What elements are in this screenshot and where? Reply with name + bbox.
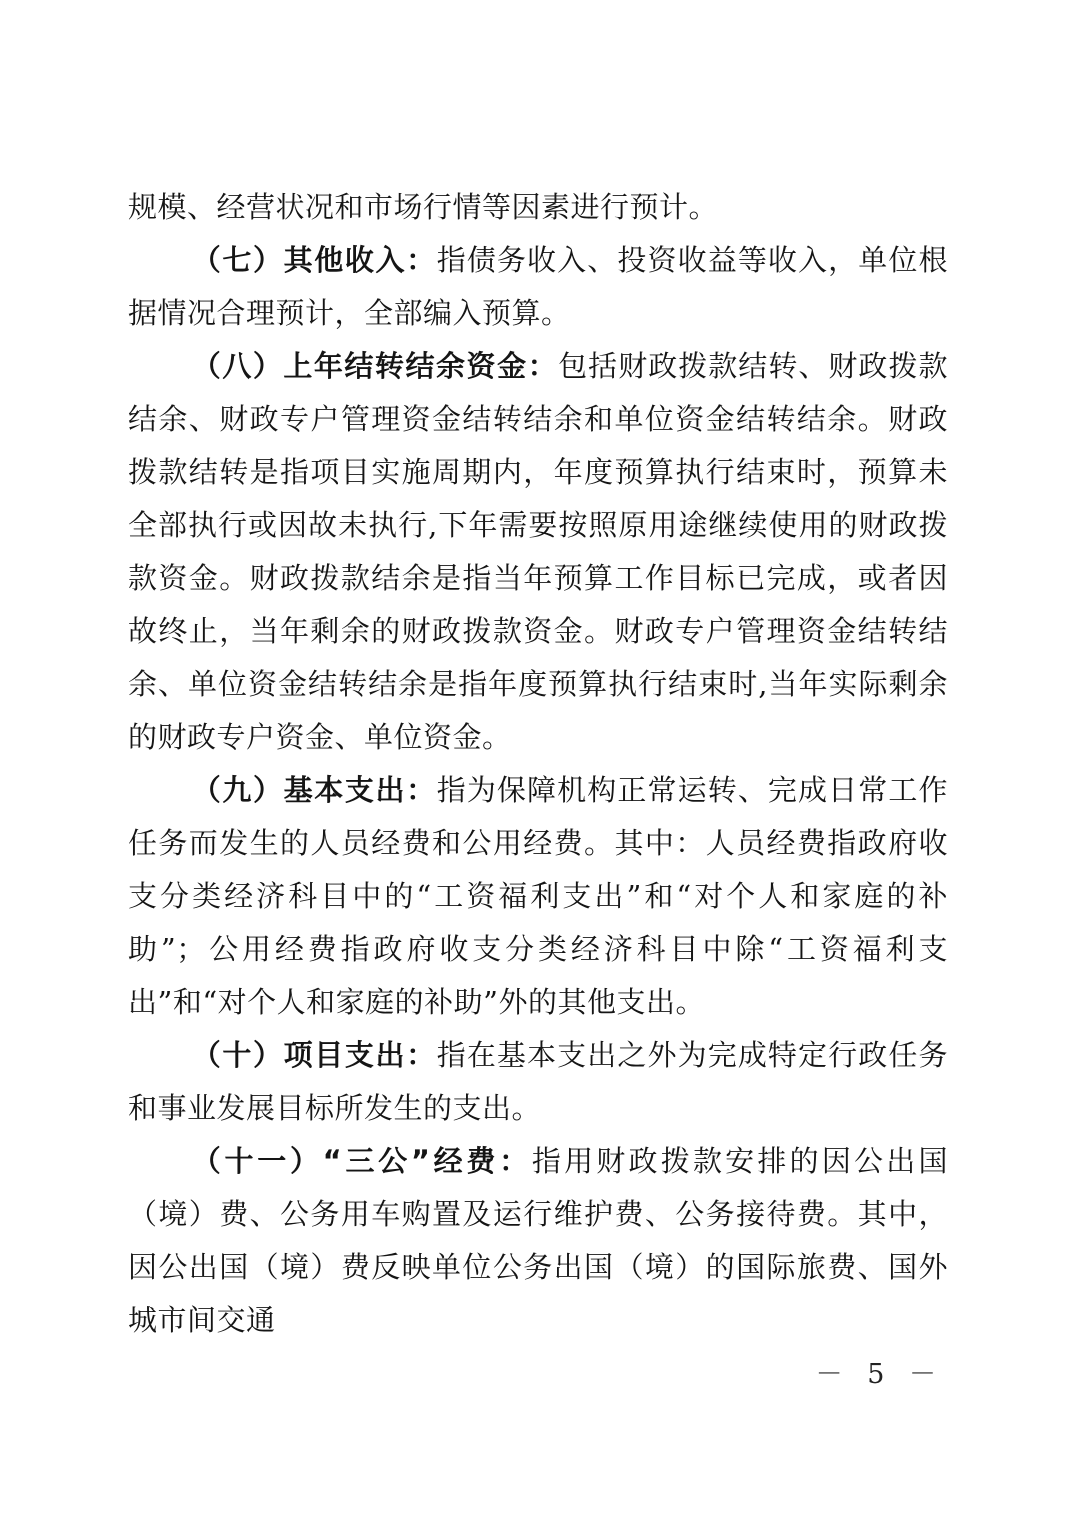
paragraph-heading: （十一）“三公”经费： bbox=[191, 1144, 532, 1178]
paragraph-other-income bbox=[128, 234, 948, 340]
paragraph-project-expenditure bbox=[128, 1029, 948, 1135]
paragraph-three-public-expenses bbox=[128, 1135, 948, 1347]
paragraph-heading: （七）其他收入： bbox=[191, 243, 437, 277]
paragraph-body: 指债务收入、投资收益等收入，单位根据情况合理预计，全部编入预算。 bbox=[128, 243, 948, 330]
paragraph-heading: （九）基本支出： bbox=[191, 773, 437, 807]
paragraph-heading: （十）项目支出： bbox=[191, 1038, 437, 1072]
paragraph-body: 指用财政拨款安排的因公出国（境）费、公务用车购置及运行维护费、公务接待费。其中，因公出国（境）费反映单位公务出国（境）的国际旅费、国外城市间交通 bbox=[128, 1144, 948, 1337]
paragraph-body: 指为保障机构正常运转、完成日常工作任务而发生的人员经费和公用经费。其中：人员经费指政府收支分类经济科目中的“工资福利支出”和“对个人和家庭的补助”；公用经费指政府收支分类经济科目中除“工资福利支出”和“对个人和家庭的补助”外的其他支出。 bbox=[128, 773, 948, 1019]
paragraph-body: 指在基本支出之外为完成特定行政任务和事业发展目标所发生的支出。 bbox=[128, 1038, 948, 1125]
paragraph-body: 规模、经营状况和市场行情等因素进行预计。 bbox=[128, 190, 719, 224]
paragraph-carryover-funds bbox=[128, 340, 948, 764]
paragraph-continuation bbox=[128, 181, 948, 234]
paragraph-body: 包括财政拨款结转、财政拨款结余、财政专户管理资金结转结余和单位资金结转结余。财政拨款结转是指项目实施周期内，年度预算执行结束时，预算未全部执行或因故未执行,下年需要按照原用途继续使用的财政拨款资金。财政拨款结余是指当年预算工作目标已完成，或者因故终止，当年剩余的财政拨款资金。财政专户管理资金结转结余、单位资金结转结余是指年度预算执行结束时,当年实际剩余的财政专户资金、单位资金。 bbox=[128, 349, 948, 754]
document-body-text bbox=[128, 181, 948, 1347]
paragraph-basic-expenditure bbox=[128, 764, 948, 1029]
page-number: － 5 － bbox=[815, 1359, 944, 1390]
paragraph-heading: （八）上年结转结余资金： bbox=[191, 349, 559, 383]
